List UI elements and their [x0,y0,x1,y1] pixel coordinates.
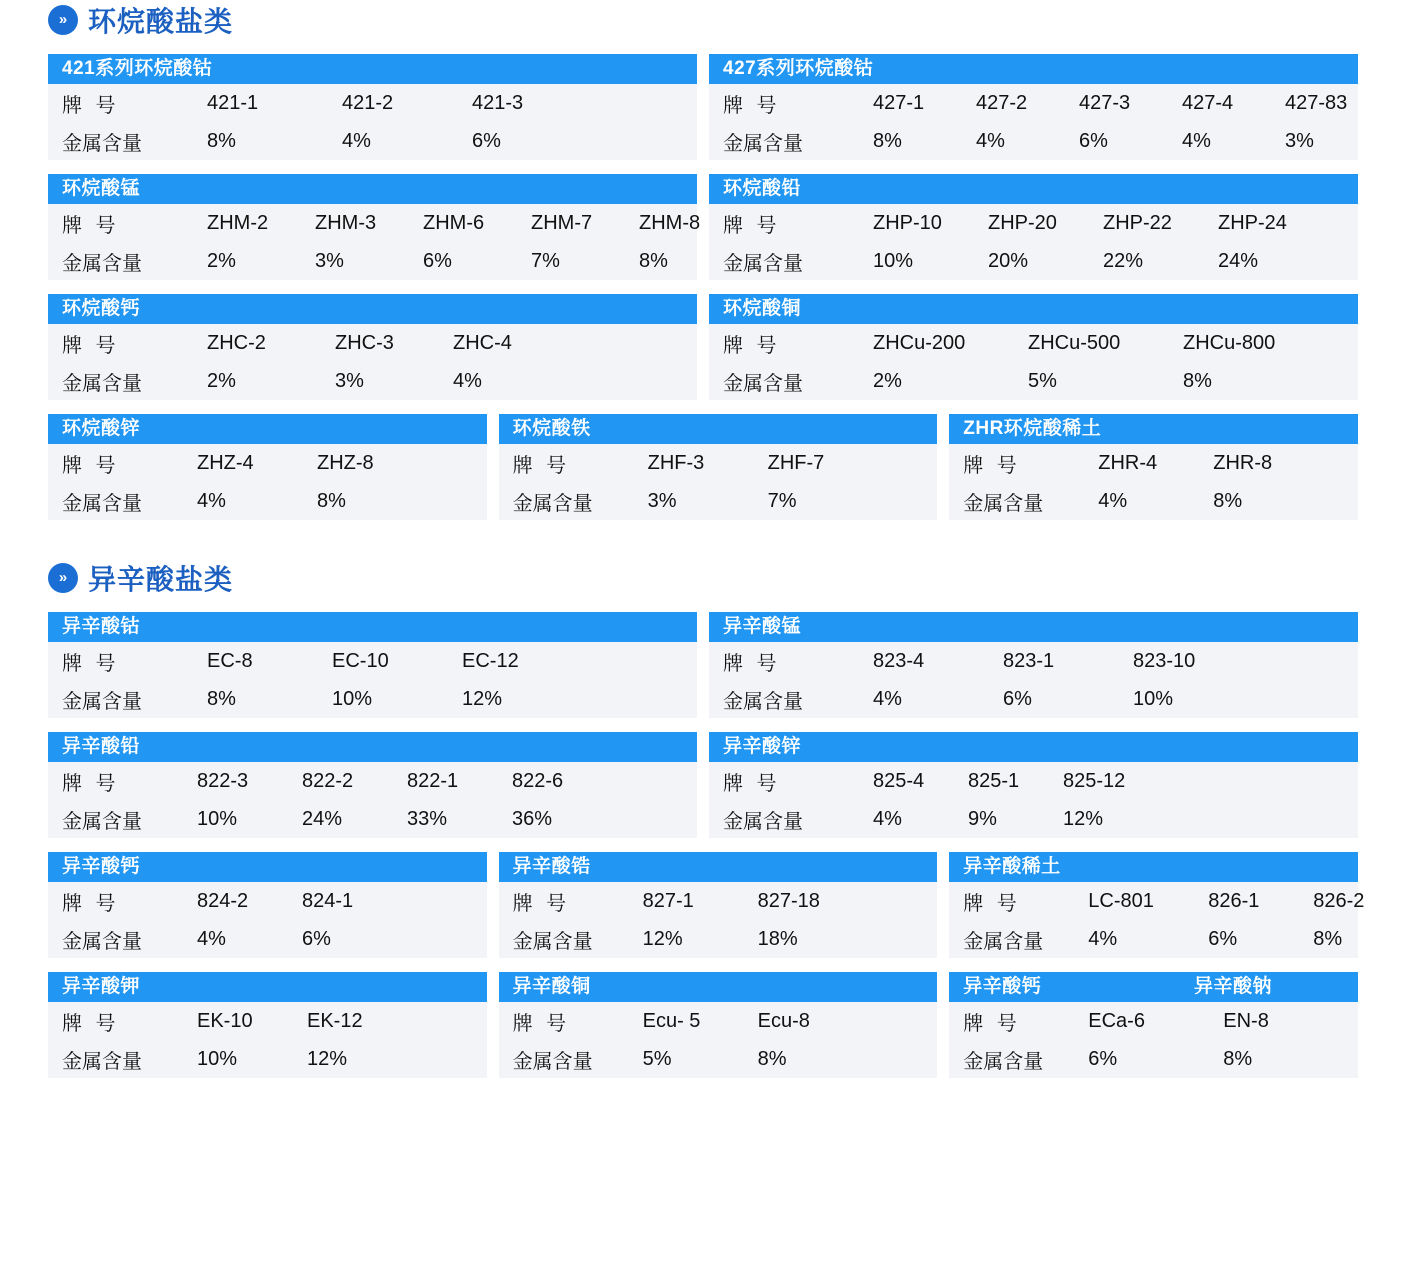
spec-table [949,882,1365,958]
content-value: 4% [873,808,902,830]
table-row [949,1040,1358,1078]
row-label-grade: 牌 号 [62,215,120,237]
content-value: 6% [472,130,501,152]
grade-value: 823-4 [873,650,925,672]
grade-value: 421-2 [342,92,394,114]
row-label-grade: 牌 号 [62,893,120,915]
grade-value: 427-3 [1079,92,1131,114]
content-value: 12% [1063,808,1104,830]
grade-value: EK-12 [307,1010,363,1032]
content-value: 6% [1003,688,1032,710]
content-value: 3% [1285,130,1314,152]
product-card-cobalt-octoate [48,612,697,718]
card-title: 427系列环烷酸钴 [709,54,1358,84]
table-row [709,800,1358,838]
row-label-grade: 牌 号 [512,1013,571,1035]
content-value: 8% [639,250,668,272]
product-card-zinc-naphthenate [48,414,487,520]
table-row [499,882,938,920]
product-card-calcium-sodium-octoate [949,972,1358,1078]
table-row [709,324,1358,362]
content-value: 8% [1183,370,1212,392]
content-value: 3% [647,490,677,512]
product-card-manganese-naphthenate [48,174,701,280]
table-row [949,920,1358,958]
spec-table [709,84,1358,160]
grade-value: ZHZ-8 [317,452,374,474]
grade-value: 824-2 [197,890,249,912]
grade-value: ZHP-24 [1218,212,1287,234]
card-title: 异辛酸锌 [709,732,1358,762]
content-value: 6% [1208,928,1238,950]
table-row [709,84,1358,122]
content-value: 4% [197,928,226,950]
table-row [48,1040,487,1078]
row-label-content: 金属含量 [62,253,142,275]
table-row [48,642,697,680]
grade-value: ZHM-7 [531,212,593,234]
grade-value: EC-8 [207,650,253,672]
card-title: 环烷酸锰 [48,174,697,204]
table-row [48,84,697,122]
grade-value: ZHP-10 [873,212,942,234]
grade-value: 824-1 [302,890,354,912]
content-value: 9% [968,808,997,830]
grade-value: EC-12 [462,650,519,672]
grade-value: ZHF-3 [647,452,705,474]
row-label-content: 金属含量 [512,1051,593,1073]
table-row [499,444,938,482]
card-title: 异辛酸锰 [709,612,1358,642]
card-row [48,972,1358,1078]
grade-value: ZHM-2 [207,212,269,234]
row-label-content: 金属含量 [62,1051,142,1073]
section-title: 异辛酸盐类 [88,564,234,595]
content-value: 2% [207,370,236,392]
table-row [48,762,697,800]
content-value: 20% [988,250,1029,272]
content-value: 8% [757,1048,787,1070]
grade-value: ZHCu-800 [1183,332,1276,354]
content-value: 7% [767,490,797,512]
content-value: 22% [1103,250,1144,272]
card-row [48,54,1358,160]
spec-table [499,882,938,958]
table-row [709,242,1358,280]
row-label-content: 金属含量 [723,691,803,713]
content-value: 5% [642,1048,672,1070]
content-value: 2% [207,250,236,272]
grade-value: ZHM-8 [639,212,701,234]
card-title-left: 异辛酸钙 [963,976,1042,997]
table-row [48,482,487,520]
content-value: 18% [757,928,798,950]
table-row [709,642,1358,680]
product-card-copper-naphthenate [709,294,1358,400]
section-title: 环烷酸盐类 [88,6,234,37]
spec-table [709,642,1358,718]
product-card-potassium-octoate [48,972,487,1078]
card-row [48,732,1358,838]
row-label-grade: 牌 号 [62,95,120,117]
content-value: 8% [207,688,236,710]
grade-value: 427-2 [976,92,1028,114]
table-row [499,1002,938,1040]
spec-table [48,1002,487,1078]
row-label-content: 金属含量 [62,811,142,833]
content-value: 4% [453,370,482,392]
card-title: 异辛酸钴 [48,612,697,642]
card-row [48,174,1358,280]
row-label-content: 金属含量 [62,133,142,155]
spec-table [48,324,697,400]
content-value: 12% [642,928,683,950]
product-card-zirconium-octoate [499,852,938,958]
content-value: 4% [1098,490,1128,512]
row-label-grade: 牌 号 [723,335,781,357]
content-value: 4% [1088,928,1118,950]
table-row [48,680,697,718]
content-value: 10% [197,1048,238,1070]
chevron-double-right-icon: » [48,5,78,35]
grade-value: 427-83 [1285,92,1348,114]
section-heading-naphthenates [48,0,1406,40]
content-value: 8% [1213,490,1243,512]
product-card-rare-earth-octoate [949,852,1365,958]
table-row [949,1002,1358,1040]
card-title: 环烷酸锌 [48,414,487,444]
grade-value: ZHC-2 [207,332,266,354]
content-value: 8% [873,130,902,152]
row-label-content: 金属含量 [62,931,142,953]
product-card-rare-earth-naphthenate [949,414,1358,520]
grade-value: 421-3 [472,92,524,114]
grade-value: 822-1 [407,770,459,792]
content-value: 2% [873,370,902,392]
row-label-grade: 牌 号 [723,95,781,117]
row-label-grade: 牌 号 [963,1013,1021,1035]
table-row [709,762,1358,800]
content-value: 6% [423,250,452,272]
row-label-content: 金属含量 [963,493,1044,515]
spec-table [48,642,697,718]
row-label-content: 金属含量 [723,133,803,155]
row-label-grade: 牌 号 [62,773,120,795]
card-row [48,612,1358,718]
grade-value: ZHP-22 [1103,212,1172,234]
product-card-iron-naphthenate [499,414,938,520]
row-label-grade: 牌 号 [62,653,120,675]
grade-value: 822-3 [197,770,249,792]
grade-value: 827-1 [642,890,694,912]
content-value: 10% [332,688,373,710]
card-title: 异辛酸稀土 [949,852,1358,882]
spec-table [48,204,701,280]
grade-value: EC-10 [332,650,389,672]
content-value: 10% [873,250,914,272]
grade-value: ZHP-20 [988,212,1057,234]
row-label-content: 金属含量 [62,691,142,713]
grade-value: ZHM-6 [423,212,485,234]
table-row [48,204,697,242]
grade-value: 825-4 [873,770,925,792]
row-label-grade: 牌 号 [512,893,571,915]
grade-value: 823-10 [1133,650,1196,672]
grade-value: EN-8 [1223,1010,1269,1032]
table-row [949,444,1358,482]
content-value: 12% [307,1048,348,1070]
grade-value: ZHC-3 [335,332,394,354]
spec-table [48,762,697,838]
grade-value: ZHCu-500 [1028,332,1121,354]
grade-value: ZHR-8 [1213,452,1273,474]
table-row [709,362,1358,400]
grade-value: ZHF-7 [767,452,825,474]
spec-table [709,204,1358,280]
grade-value: 826-2 [1313,890,1365,912]
grade-value: ZHM-3 [315,212,377,234]
content-value: 6% [1079,130,1108,152]
table-row [499,1040,938,1078]
row-label-content: 金属含量 [723,253,803,275]
table-row [48,882,487,920]
spec-table [48,882,487,958]
card-title: 异辛酸铅 [48,732,697,762]
spec-table [949,1002,1358,1078]
row-label-grade: 牌 号 [723,215,781,237]
grade-value: LC-801 [1088,890,1154,912]
card-title: 异辛酸钙 [48,852,487,882]
content-value: 8% [317,490,346,512]
content-value: 5% [1028,370,1057,392]
product-card-calcium-octoate [48,852,487,958]
content-value: 8% [207,130,236,152]
card-title: ZHR环烷酸稀土 [949,414,1358,444]
section-heading-octoates [48,558,1406,598]
content-value: 4% [197,490,226,512]
row-label-grade: 牌 号 [963,455,1021,477]
row-label-grade: 牌 号 [723,653,781,675]
spec-table [709,762,1358,838]
table-row [709,204,1358,242]
content-value: 24% [1218,250,1259,272]
row-label-content: 金属含量 [512,493,593,515]
spec-table [499,444,938,520]
table-row [499,920,938,958]
table-row [48,920,487,958]
card-title: 环烷酸钙 [48,294,697,324]
row-label-content: 金属含量 [963,931,1044,953]
product-card-lead-octoate [48,732,697,838]
table-row [949,482,1358,520]
grade-value: 827-18 [757,890,820,912]
content-value: 7% [531,250,560,272]
card-title: 环烷酸铜 [709,294,1358,324]
content-value: 6% [1088,1048,1118,1070]
grade-value: 427-1 [873,92,925,114]
row-label-grade: 牌 号 [512,455,571,477]
content-value: 12% [462,688,503,710]
card-title-right: 异辛酸钠 [1193,976,1272,997]
spec-table [48,444,487,520]
content-value: 33% [407,808,448,830]
table-row [48,1002,487,1040]
grade-value: Ecu- 5 [642,1010,701,1032]
card-title: 异辛酸锆 [499,852,938,882]
card-title: 421系列环烷酸钴 [48,54,697,84]
row-label-grade: 牌 号 [723,773,781,795]
row-label-grade: 牌 号 [62,335,120,357]
content-value: 6% [302,928,331,950]
grade-value: ZHC-4 [453,332,512,354]
product-card-calcium-naphthenate [48,294,697,400]
row-label-content: 金属含量 [723,373,803,395]
table-row [48,800,697,838]
row-label-content: 金属含量 [963,1051,1044,1073]
card-row [48,294,1358,400]
content-value: 8% [1313,928,1343,950]
content-value: 8% [1223,1048,1253,1070]
table-row [709,680,1358,718]
content-value: 24% [302,808,343,830]
product-card-lead-naphthenate [709,174,1358,280]
table-row [709,122,1358,160]
grade-value: 421-1 [207,92,259,114]
content-value: 10% [1133,688,1174,710]
row-label-content: 金属含量 [62,373,142,395]
content-value: 10% [197,808,238,830]
grade-value: ZHCu-200 [873,332,966,354]
content-value: 4% [342,130,371,152]
content-value: 4% [1182,130,1211,152]
table-row [48,324,697,362]
content-value: 4% [873,688,902,710]
chevron-double-right-icon: » [48,563,78,593]
row-label-content: 金属含量 [723,811,803,833]
table-row [48,122,697,160]
card-title: 异辛酸铜 [499,972,938,1002]
table-row [499,482,938,520]
content-value: 36% [512,808,553,830]
grade-value: Ecu-8 [757,1010,810,1032]
product-card-427 [709,54,1358,160]
product-card-zinc-octoate [709,732,1358,838]
grade-value: 822-2 [302,770,354,792]
content-value: 3% [335,370,364,392]
grade-value: ECa-6 [1088,1010,1145,1032]
card-title: 异辛酸钾 [48,972,487,1002]
grade-value: 825-1 [968,770,1020,792]
spec-table [949,444,1358,520]
grade-value: 826-1 [1208,890,1260,912]
card-row [48,414,1358,520]
card-title: 环烷酸铅 [709,174,1358,204]
table-row [48,242,697,280]
grade-value: 427-4 [1182,92,1234,114]
content-value: 4% [976,130,1005,152]
table-row [949,882,1358,920]
grade-value: 825-12 [1063,770,1126,792]
product-card-manganese-octoate [709,612,1358,718]
row-label-grade: 牌 号 [62,1013,120,1035]
row-label-content: 金属含量 [512,931,593,953]
row-label-grade: 牌 号 [62,455,120,477]
table-row [48,444,487,482]
card-row [48,852,1365,958]
card-title [949,972,1358,1002]
grade-value: 823-1 [1003,650,1055,672]
card-title: 环烷酸铁 [499,414,938,444]
content-value: 3% [315,250,344,272]
product-card-421 [48,54,697,160]
grade-value: ZHZ-4 [197,452,254,474]
spec-table [48,84,697,160]
spec-table [709,324,1358,400]
row-label-grade: 牌 号 [963,893,1021,915]
grade-value: 822-6 [512,770,564,792]
table-row [48,362,697,400]
grade-value: ZHR-4 [1098,452,1158,474]
row-label-content: 金属含量 [62,493,142,515]
product-card-copper-octoate [499,972,938,1078]
grade-value: EK-10 [197,1010,253,1032]
spec-table [499,1002,938,1078]
